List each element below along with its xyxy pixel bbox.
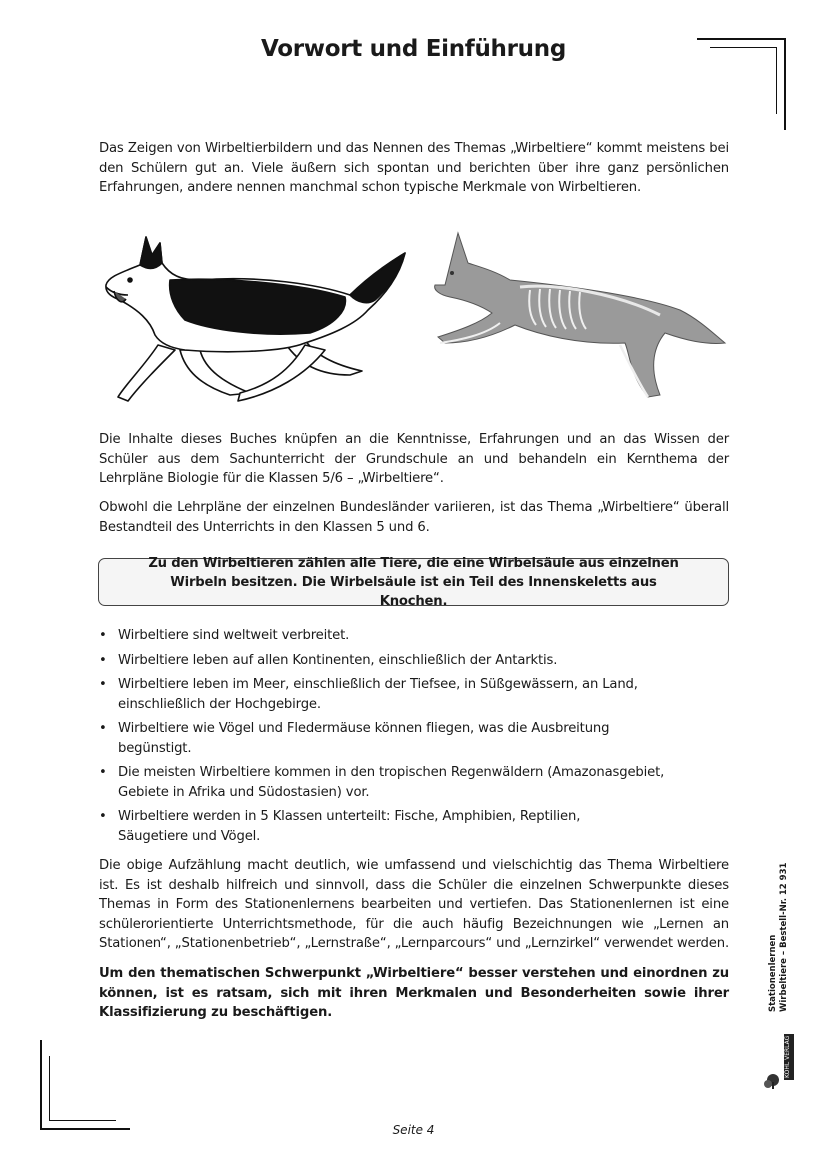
dog-skeleton-drawing — [435, 233, 725, 397]
definition-text: Zu den Wirbeltieren zählen alle Tiere, die eine Wirbelsäule aus einzelnen Wirbeln besitzen. Die Wirbelsäule ist ein Teil des Innenskeletts aus Knochen. — [148, 555, 679, 609]
sidebar-series: Stationenlernen — [768, 934, 778, 1012]
list-item: • Wirbeltiere leben auf allen Kontinenten, einschließlich der Antarktis. — [99, 651, 719, 671]
paragraph-conclusion: Um den thematischen Schwerpunkt „Wirbeltiere“ besser verstehen und einordnen zu können, ist es ratsam, sich mit ihren Merkmalen und Besonderheiten sowie ihrer Klassifizierung zu beschäftigen. — [99, 966, 729, 1020]
sidebar-order-info — [768, 812, 790, 1012]
list-item: • Wirbeltiere wie Vögel und Fledermäuse können fliegen, was die Ausbreitung begünstigt. — [99, 721, 610, 756]
dog-illustrations — [100, 225, 730, 415]
publisher-logo-text: KOHL VERLAG — [784, 1035, 791, 1078]
page-number: Seite 4 — [392, 1123, 435, 1137]
list-item: • Wirbeltiere leben im Meer, einschließlich der Tiefsee, in Süßgewässern, an Land, einschließlich der Hochgebirge. — [99, 677, 638, 712]
facts-list — [99, 626, 719, 851]
list-item: • Wirbeltiere werden in 5 Klassen unterteilt: Fische, Amphibien, Reptilien, Säugetiere und Vögel. — [99, 809, 581, 844]
publisher-logo — [762, 1030, 798, 1090]
corner-decoration-bottom-left-inner — [49, 1056, 116, 1121]
sidebar-order-number: Wirbeltiere – Bestell-Nr. 12 931 — [779, 862, 789, 1012]
bullet-icon: • — [99, 677, 107, 692]
intro-paragraph: Das Zeigen von Wirbeltierbildern und das Nennen des Themas „Wirbeltiere“ kommt meistens bei den Schülern gut an. Viele äußern sich spontan und berichten über ihre ganz persönlichen Erfahrungen, andere nennen manchmal schon typische Merkmale von Wirbeltieren. — [99, 141, 729, 195]
definition-box — [98, 555, 729, 609]
list-item: • Die meisten Wirbeltiere kommen in den tropischen Regenwäldern (Amazonasgebiet, Gebiete in Afrika und Südostasien) vor. — [99, 765, 665, 800]
bullet-icon: • — [99, 628, 107, 643]
list-item: • Wirbeltiere sind weltweit verbreitet. — [99, 626, 719, 646]
bullet-icon: • — [99, 652, 107, 668]
paragraph-curricula: Obwohl die Lehrpläne der einzelnen Bundesländer variieren, ist das Thema „Wirbeltiere“ überall Bestandteil des Unterrichts in den Klassen 5 und 6. — [99, 500, 729, 535]
bullet-icon: • — [99, 809, 107, 824]
bullet-icon: • — [99, 765, 107, 780]
shepherd-dog-drawing — [106, 237, 405, 401]
paragraph-stationenlernen: Die obige Aufzählung macht deutlich, wie umfassend und vielschichtig das Thema Wirbeltiere ist. Es ist deshalb hilfreich und sinnvoll, dass die Schüler die einzelnen Schwerpunkte dieses Themas in Form des Stationenlernens bearbeiten und vertiefen. Das Stationenlernen ist eine schülerorientierte Unterrichtsmethode, für die auch häufig Bezeichnungen wie „Lernen an Stationen“, „Stationenbetrieb“, „Lernstraße“, „Lernparcours“ und „Lernzirkel“ verwendet werden. — [99, 858, 729, 951]
paragraph-content: Die Inhalte dieses Buches knüpfen an die Kenntnisse, Erfahrungen und an das Wissen der Schüler aus dem Sachunterricht der Grundschule an und behandeln ein Kernthema der Lehrpläne Biologie für die Klassen 5/6 – „Wirbeltiere“. — [99, 432, 729, 486]
bullet-icon: • — [99, 721, 107, 736]
page-title: Vorwort und Einführung — [261, 36, 566, 62]
